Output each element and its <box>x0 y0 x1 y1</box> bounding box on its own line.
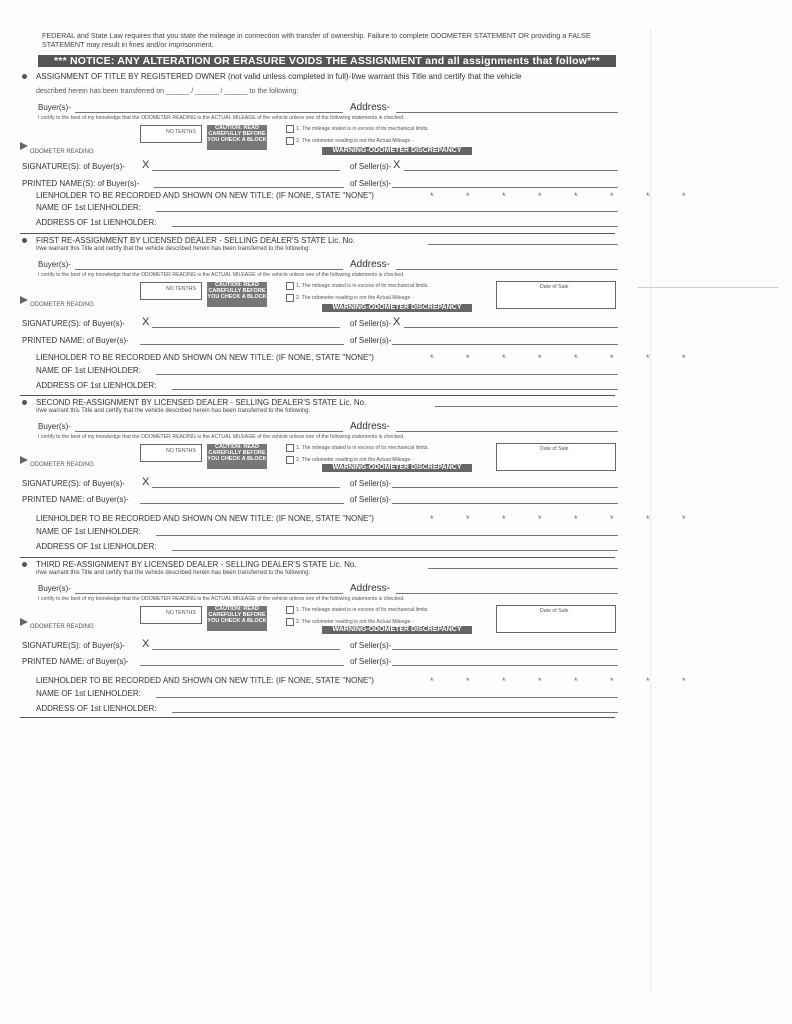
stars-row: * * * * * * * * <box>430 514 701 524</box>
stars-row: * * * * * * * * <box>430 353 701 363</box>
stmt1-text: 1. The mileage stated is in excess of its mechanical limits. <box>296 445 429 451</box>
stmt2-checkbox[interactable] <box>286 618 294 626</box>
scan-line-artifact <box>638 287 778 288</box>
stmt2-text: 2. The odometer reading is not the Actual Mileage - <box>296 619 414 625</box>
odometer-label: ODOMETER READING <box>30 149 94 155</box>
dealer-lic-field[interactable] <box>428 568 618 569</box>
buyer-sig-x: X <box>142 159 150 171</box>
buyer-sig-x: X <box>142 476 150 488</box>
buyer-printed-name-field[interactable] <box>140 344 344 345</box>
seller-sig-x: X <box>393 316 401 328</box>
seller-printed-label: of Seller(s)- <box>350 179 392 188</box>
buyer-signature-field[interactable] <box>152 487 340 488</box>
seller-printed-name-field[interactable] <box>392 503 618 504</box>
seller-printed-name-field[interactable] <box>392 187 618 188</box>
no-tenths-label: NO TENTHS <box>166 610 196 616</box>
seller-sig-label: of Seller(s)- <box>350 641 392 650</box>
printed-name-label: PRINTED NAME: of Buyer(s)- <box>22 495 129 504</box>
lien-address-field[interactable] <box>172 226 618 227</box>
date-of-sale-label: Date of Sale <box>540 608 569 614</box>
stmt1-text: 1. The mileage stated is in excess of its mechanical limits. <box>296 283 429 289</box>
certify-text: I certify to the best of my knowledge that the ODOMETER READING is the ACTUAL MILEAGE of the vehicle unless one of the following statements is checked. <box>38 596 405 602</box>
stars-row: * * * * * * * * <box>430 191 701 201</box>
buyer-signature-field[interactable] <box>152 170 340 171</box>
buyer-field[interactable] <box>75 593 343 594</box>
buyer-printed-name-field[interactable] <box>154 187 344 188</box>
notice-banner: *** NOTICE: ANY ALTERATION OR ERASURE VOIDS THE ASSIGNMENT and all assignments that follow*** <box>38 55 616 67</box>
address-field[interactable] <box>396 269 618 270</box>
section-bullet <box>22 400 27 405</box>
arrow-icon <box>20 296 28 304</box>
seller-sig-label: of Seller(s)- <box>350 479 392 488</box>
lienholder-label: LIENHOLDER TO BE RECORDED AND SHOWN ON NEW TITLE: (IF NONE, STATE "NONE") <box>36 514 374 523</box>
seller-signature-field[interactable] <box>392 487 618 488</box>
section-header: THIRD RE-ASSIGNMENT BY LICENSED DEALER - SELLING DEALER'S STATE Lic. No. <box>36 560 357 569</box>
lien-address-label: ADDRESS OF 1st LIENHOLDER: <box>36 381 157 390</box>
buyer-label: Buyer(s)- <box>38 103 71 112</box>
seller-signature-field[interactable] <box>404 327 618 328</box>
address-label: Address- <box>350 583 391 594</box>
odometer-label: ODOMETER READING <box>30 302 94 308</box>
scan-margin-artifact <box>650 30 653 990</box>
address-field[interactable] <box>396 112 618 113</box>
signature-label: SIGNATURE(S): of Buyer(s)- <box>22 479 125 488</box>
seller-signature-field[interactable] <box>392 649 618 650</box>
lienholder-label: LIENHOLDER TO BE RECORDED AND SHOWN ON NEW TITLE: (IF NONE, STATE "NONE") <box>36 353 374 362</box>
buyer-printed-name-field[interactable] <box>140 665 344 666</box>
lienholder-label: LIENHOLDER TO BE RECORDED AND SHOWN ON NEW TITLE: (IF NONE, STATE "NONE") <box>36 191 374 200</box>
stmt2-text: 2. The odometer reading is not the Actual Mileage - <box>296 138 414 144</box>
lien-name-label: NAME OF 1st LIENHOLDER: <box>36 527 141 536</box>
section-divider <box>20 717 615 718</box>
section-sub: I/we warrant this Title and certify that the vehicle described herein has been transferred to the following: <box>36 408 311 414</box>
stmt2-text: 2. The odometer reading is not the Actual Mileage - <box>296 457 414 463</box>
address-field[interactable] <box>396 431 618 432</box>
section-first-reassignment <box>20 236 701 401</box>
section-divider <box>20 233 615 234</box>
lien-name-field[interactable] <box>156 697 618 698</box>
seller-printed-name-field[interactable] <box>392 665 618 666</box>
buyer-sig-x: X <box>142 316 150 328</box>
section-divider <box>20 395 615 396</box>
stmt2-text: 2. The odometer reading is not the Actual Mileage - <box>296 295 414 301</box>
section-registered-owner <box>20 72 701 237</box>
certify-text: I certify to the best of my knowledge that the ODOMETER READING is the ACTUAL MILEAGE of the vehicle unless one of the following statements is checked. <box>38 434 405 440</box>
section-sub: I/we warrant this Title and certify that the vehicle described herein has been transferred to the following: <box>36 570 311 576</box>
signature-label: SIGNATURE(S): of Buyer(s)- <box>22 162 125 171</box>
address-field[interactable] <box>396 593 618 594</box>
buyer-field[interactable] <box>75 269 343 270</box>
caution-box: CAUTION: READ CAREFULLY BEFORE YOU CHECK A BLOCK <box>207 282 267 307</box>
warning-banner: WARNING-ODOMETER DISCREPANCY <box>322 626 472 634</box>
date-of-sale-label: Date of Sale <box>540 446 569 452</box>
seller-signature-field[interactable] <box>404 170 618 171</box>
seller-printed-label: of Seller(s)- <box>350 657 392 666</box>
warning-banner: WARNING-ODOMETER DISCREPANCY <box>322 304 472 312</box>
arrow-icon <box>20 618 28 626</box>
no-tenths-label: NO TENTHS <box>166 129 196 135</box>
printed-name-label: PRINTED NAME: of Buyer(s)- <box>22 657 129 666</box>
date-of-sale-label: Date of Sale <box>540 284 569 290</box>
certify-text: I certify to the best of my knowledge that the ODOMETER READING is the ACTUAL MILEAGE of the vehicle unless one of the following statements is checked. <box>38 115 405 121</box>
lien-address-field[interactable] <box>172 712 618 713</box>
lien-name-label: NAME OF 1st LIENHOLDER: <box>36 689 141 698</box>
no-tenths-label: NO TENTHS <box>166 448 196 454</box>
stars-row: * * * * * * * * <box>430 676 701 686</box>
dealer-lic-field[interactable] <box>435 406 618 407</box>
stmt1-checkbox[interactable] <box>286 606 294 614</box>
odometer-label: ODOMETER READING <box>30 462 94 468</box>
stmt2-checkbox[interactable] <box>286 294 294 302</box>
buyer-printed-name-field[interactable] <box>140 503 344 504</box>
section-bullet <box>22 74 27 79</box>
seller-printed-label: of Seller(s)- <box>350 336 392 345</box>
buyer-sig-x: X <box>142 638 150 650</box>
stmt1-text: 1. The mileage stated is in excess of its mechanical limits. <box>296 607 429 613</box>
section-header: FIRST RE-ASSIGNMENT BY LICENSED DEALER - SELLING DEALER'S STATE Lic. No. <box>36 236 356 245</box>
buyer-label: Buyer(s)- <box>38 584 71 593</box>
seller-printed-name-field[interactable] <box>392 344 618 345</box>
lien-address-field[interactable] <box>172 389 618 390</box>
lien-address-label: ADDRESS OF 1st LIENHOLDER: <box>36 704 157 713</box>
odometer-label: ODOMETER READING <box>30 624 94 630</box>
stmt1-checkbox[interactable] <box>286 282 294 290</box>
warning-banner: WARNING-ODOMETER DISCREPANCY <box>322 464 472 472</box>
section-bullet <box>22 238 27 243</box>
stmt1-checkbox[interactable] <box>286 444 294 452</box>
stmt2-checkbox[interactable] <box>286 137 294 145</box>
warning-banner: WARNING-ODOMETER DISCREPANCY <box>322 147 472 155</box>
lien-name-label: NAME OF 1st LIENHOLDER: <box>36 366 141 375</box>
intro-text: FEDERAL and State Law requires that you state the mileage in connection with transfer of ownership. Failure to complete ODOMETER STATEMENT OR providing a FALSE STATEMENT may result in fines and/or imprisonment. <box>42 31 591 49</box>
address-label: Address- <box>350 421 391 432</box>
lien-address-label: ADDRESS OF 1st LIENHOLDER: <box>36 542 157 551</box>
seller-sig-label: of Seller(s)- <box>350 319 392 328</box>
arrow-icon <box>20 456 28 464</box>
no-tenths-label: NO TENTHS <box>166 286 196 292</box>
lien-address-field[interactable] <box>172 550 618 551</box>
buyer-field[interactable] <box>75 112 343 113</box>
lienholder-label: LIENHOLDER TO BE RECORDED AND SHOWN ON NEW TITLE: (IF NONE, STATE "NONE") <box>36 676 374 685</box>
buyer-signature-field[interactable] <box>152 327 340 328</box>
lien-name-label: NAME OF 1st LIENHOLDER: <box>36 203 141 212</box>
address-label: Address- <box>350 259 391 270</box>
section-third-reassignment <box>20 560 701 725</box>
arrow-icon <box>20 142 28 150</box>
caution-box: CAUTION: READ CAREFULLY BEFORE YOU CHECK A BLOCK <box>207 606 267 631</box>
caution-box: CAUTION: READ CAREFULLY BEFORE YOU CHECK A BLOCK <box>207 125 267 150</box>
signature-label: SIGNATURE(S): of Buyer(s)- <box>22 319 125 328</box>
seller-sig-x: X <box>393 159 401 171</box>
stmt1-text: 1. The mileage stated is in excess of its mechanical limits. <box>296 126 429 132</box>
buyer-label: Buyer(s)- <box>38 260 71 269</box>
seller-printed-label: of Seller(s)- <box>350 495 392 504</box>
signature-label: SIGNATURE(S): of Buyer(s)- <box>22 641 125 650</box>
seller-sig-label: of Seller(s)- <box>350 162 392 171</box>
section-bullet <box>22 562 27 567</box>
lien-name-field[interactable] <box>156 535 618 536</box>
buyer-signature-field[interactable] <box>152 649 340 650</box>
caution-box: CAUTION: READ CAREFULLY BEFORE YOU CHECK A BLOCK <box>207 444 267 469</box>
printed-name-label: PRINTED NAME: of Buyer(s)- <box>22 336 129 345</box>
address-label: Address- <box>350 102 391 113</box>
section-sub: I/we warrant this Title and certify that the vehicle described herein has been transferred to the following: <box>36 246 311 252</box>
buyer-label: Buyer(s)- <box>38 422 71 431</box>
section-divider <box>20 557 615 558</box>
lien-name-field[interactable] <box>156 374 618 375</box>
section-header: SECOND RE-ASSIGNMENT BY LICENSED DEALER - SELLING DEALER'S STATE Lic. No. <box>36 398 367 407</box>
printed-name-label: PRINTED NAME(S): of Buyer(s)- <box>22 179 140 188</box>
lien-address-label: ADDRESS OF 1st LIENHOLDER: <box>36 218 157 227</box>
section-header: ASSIGNMENT OF TITLE BY REGISTERED OWNER (not valid unless completed in full)-I/we warrant this Title and certify that the vehicle <box>36 72 522 81</box>
dealer-lic-field[interactable] <box>428 244 618 245</box>
buyer-field[interactable] <box>75 431 343 432</box>
certify-text: I certify to the best of my knowledge that the ODOMETER READING is the ACTUAL MILEAGE of the vehicle unless one of the following statements is checked. <box>38 272 405 278</box>
lien-name-field[interactable] <box>156 211 618 212</box>
section-sub: described herein has been transferred on ______ / ______ / ______ to the following: <box>36 88 299 95</box>
section-second-reassignment <box>20 398 701 563</box>
stmt2-checkbox[interactable] <box>286 456 294 464</box>
stmt1-checkbox[interactable] <box>286 125 294 133</box>
